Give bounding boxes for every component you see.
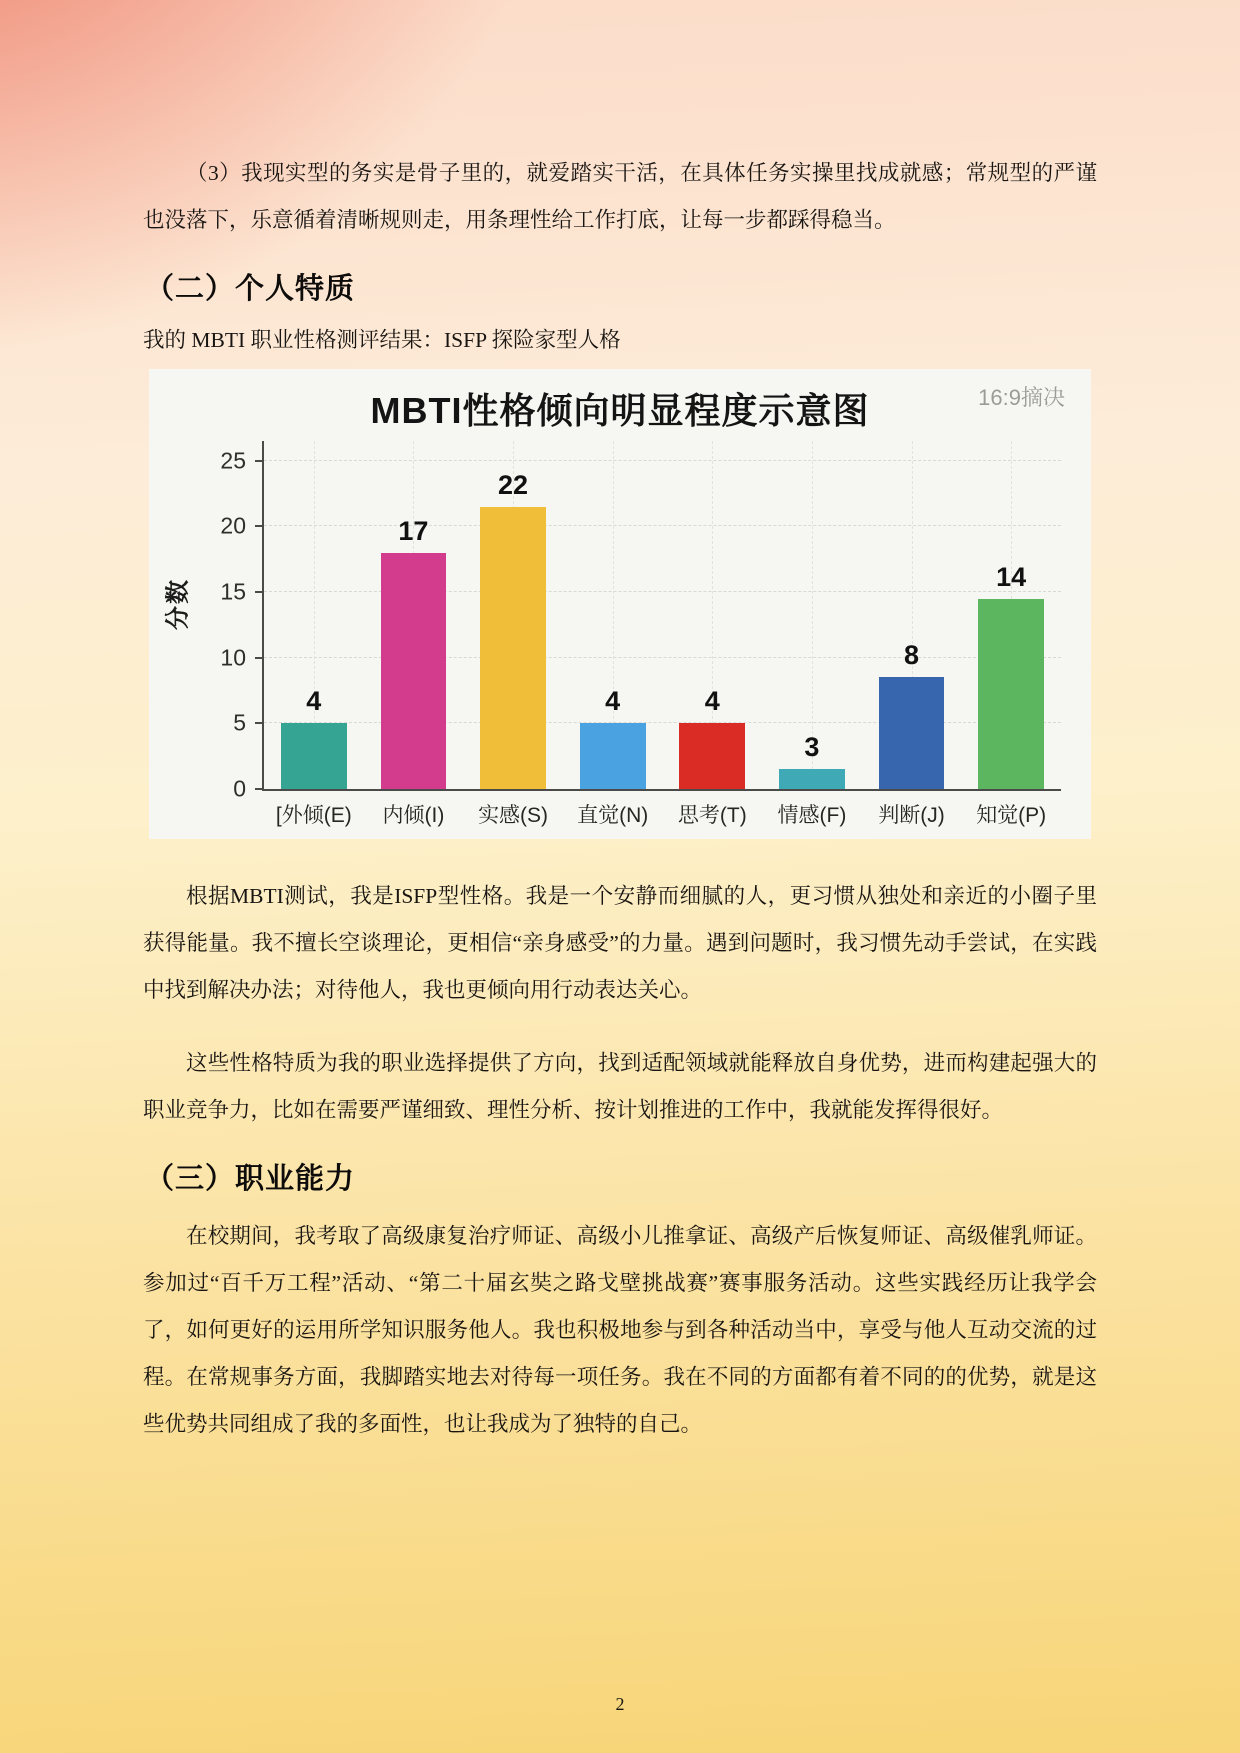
mbti-bar-chart — [149, 369, 1091, 839]
y-gridline — [264, 525, 1061, 526]
bar-(J) — [879, 677, 945, 789]
y-tick-label: 5 — [233, 709, 246, 736]
bar-value-label: 4 — [704, 686, 720, 717]
y-tick-mark — [255, 722, 263, 724]
y-tick-label: 10 — [220, 644, 246, 671]
y-tick-label: 15 — [220, 578, 246, 605]
y-tick-mark — [255, 591, 263, 593]
y-tick-mark — [255, 788, 263, 790]
bar-value-label: 14 — [996, 561, 1027, 592]
bar-(N) — [580, 723, 646, 789]
bar-value-label: 17 — [398, 515, 429, 546]
y-tick-mark — [255, 657, 263, 659]
bar-(P) — [978, 599, 1044, 789]
bar-value-label: 3 — [804, 732, 820, 763]
bar-(T) — [679, 723, 745, 789]
x-tick-label: 内倾(I) — [382, 804, 445, 827]
mbti-result-line: 我的 MBTI 职业性格测评结果：ISFP 探险家型人格 — [143, 328, 621, 352]
paragraph-certificates-activities: 在校期间，我考取了高级康复治疗师证、高级小儿推拿证、高级产后恢复师证、高级催乳师证。参加过“百千万工程”活动、“第二十届玄奘之路戈壁挑战赛”赛事服务活动。这些实践经历让我学会了，如何更好的运用所学知识服务他人。我也积极地参与到各种活动当中，享受与他人互动交流的过程。在常规事务方面，我脚踏实地去对待每一项任务。我在不同的方面都有着不同的的优势，就是这些优势共同组成了我的多面性，也让我成为了独特的自己。 — [143, 1224, 1097, 1436]
paragraph-isfp-description: 根据MBTI测试，我是ISFP型性格。我是一个安静而细腻的人，更习惯从独处和亲近的小圈子里获得能量。我不擅长空谈理论，更相信“亲身感受”的力量。遇到问题时，我习惯先动手尝试，在实践中找到解决办法；对待他人，我也更倾向用行动表达关心。 — [143, 884, 1097, 1002]
x-tick-label: 思考(T) — [677, 804, 747, 827]
y-tick-label: 0 — [233, 775, 246, 802]
section-heading-personal-traits: （二）个人特质 — [145, 273, 356, 305]
x-tick-label: 实感(S) — [478, 804, 549, 827]
x-tick-label: [外倾(E) — [275, 804, 352, 827]
bar-(F) — [779, 769, 845, 789]
bar-(E) — [281, 723, 347, 789]
bar-value-label: 4 — [306, 686, 322, 717]
x-tick-label: 知觉(P) — [976, 804, 1047, 827]
chart-watermark: 16:9摘决 — [978, 385, 1065, 410]
y-tick-label: 25 — [220, 447, 246, 474]
page-number: 2 — [615, 1694, 625, 1714]
bar-(S) — [480, 507, 546, 789]
x-tick-label: 判断(J) — [878, 804, 945, 827]
bar-(I) — [381, 553, 447, 789]
bar-value-label: 22 — [498, 469, 529, 500]
y-axis-title: 分数 — [164, 578, 192, 630]
bar-value-label: 4 — [605, 686, 621, 717]
section-heading-career-ability: （三）职业能力 — [145, 1163, 356, 1195]
chart-plot-area — [220, 441, 1061, 827]
paragraph-realistic-type: （3）我现实型的务实是骨子里的，就爱踏实干活，在具体任务实操里找成就感；常规型的严谨也没落下，乐意循着清晰规则走，用条理性给工作打底，让每一步都踩得稳当。 — [143, 161, 1097, 232]
x-tick-label: 情感(F) — [777, 804, 847, 827]
y-tick-mark — [255, 525, 263, 527]
paragraph-career-direction: 这些性格特质为我的职业选择提供了方向，找到适配领域就能释放自身优势，进而构建起强大的职业竞争力，比如在需要严谨细致、理性分析、按计划推进的工作中，我就能发挥得很好。 — [143, 1051, 1097, 1122]
x-tick-label: 直觉(N) — [577, 804, 649, 827]
y-tick-label: 20 — [220, 512, 246, 539]
chart-title: MBTI性格倾向明显程度示意图 — [370, 390, 870, 431]
y-tick-mark — [255, 460, 263, 462]
bar-value-label: 8 — [904, 640, 920, 671]
y-gridline — [264, 460, 1061, 461]
